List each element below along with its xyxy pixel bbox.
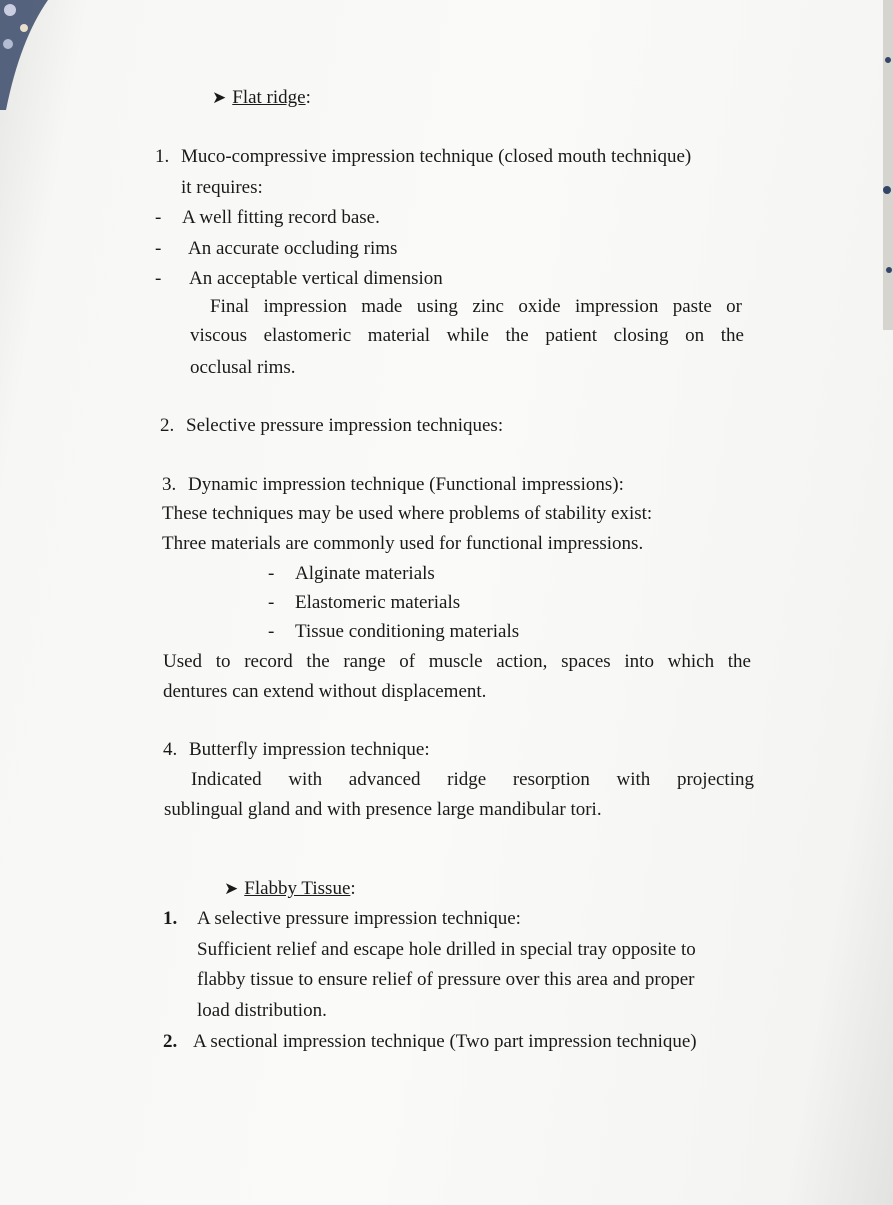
- background-edge-decoration: [871, 0, 893, 330]
- item-3-line-2: Three materials are commonly used for functional impressions.: [162, 533, 644, 554]
- item-1-paragraph-line-2: viscous elastomeric material while the patient closing on the: [190, 325, 744, 346]
- list-item-1-title: 1. Muco-compressive impression technique (closed mouth technique): [155, 146, 692, 167]
- dash-bullet-1: - A well fitting record base.: [155, 207, 380, 228]
- list-item-3-title: 3. Dynamic impression technique (Functional impressions):: [162, 474, 624, 495]
- section-heading-flabby-tissue: ➤ Flabby Tissue:: [224, 878, 356, 899]
- flabby-list-item-1-title: 1. A selective pressure impression technique:: [163, 908, 521, 929]
- list-item-2-title: 2. Selective pressure impression techniques:: [160, 415, 504, 436]
- flabby-list-item-2-title: 2. A sectional impression technique (Two part impression technique): [163, 1031, 697, 1052]
- material-bullet-2: - Elastomeric materials: [268, 592, 461, 613]
- material-bullet-3: - Tissue conditioning materials: [268, 621, 520, 642]
- flabby-item-1-paragraph-line-1: Sufficient relief and escape hole drilled in special tray opposite to: [197, 939, 696, 960]
- flabby-item-1-paragraph-line-3: load distribution.: [197, 1000, 327, 1021]
- item-3-line-1: These techniques may be used where problems of stability exist:: [162, 503, 653, 524]
- item-1-paragraph-line-1: Final impression made using zinc oxide impression paste or: [210, 296, 742, 317]
- dash-bullet-2: - An accurate occluding rims: [155, 238, 398, 259]
- item-4-paragraph-line-2: sublingual gland and with presence large mandibular tori.: [164, 799, 602, 820]
- item-4-paragraph-line-1: Indicated with advanced ridge resorption with projecting: [191, 769, 754, 790]
- item-3-paragraph-line-1: Used to record the range of muscle action, spaces into which the: [163, 651, 751, 672]
- list-item-4-title: 4. Butterfly impression technique:: [163, 739, 430, 760]
- background-corner-decoration: [0, 0, 60, 110]
- arrow-bullet-icon: ➤: [224, 879, 239, 898]
- item-3-paragraph-line-2: dentures can extend without displacement.: [163, 681, 487, 702]
- flabby-item-1-paragraph-line-2: flabby tissue to ensure relief of pressure over this area and proper: [197, 969, 695, 990]
- section-heading-flat-ridge: ➤ Flat ridge:: [212, 87, 311, 108]
- list-item-1-subtitle: it requires:: [181, 177, 263, 198]
- material-bullet-1: - Alginate materials: [268, 563, 435, 584]
- dash-bullet-3: - An acceptable vertical dimension: [155, 268, 443, 289]
- item-1-paragraph-line-3: occlusal rims.: [190, 357, 296, 378]
- arrow-bullet-icon: ➤: [212, 88, 227, 107]
